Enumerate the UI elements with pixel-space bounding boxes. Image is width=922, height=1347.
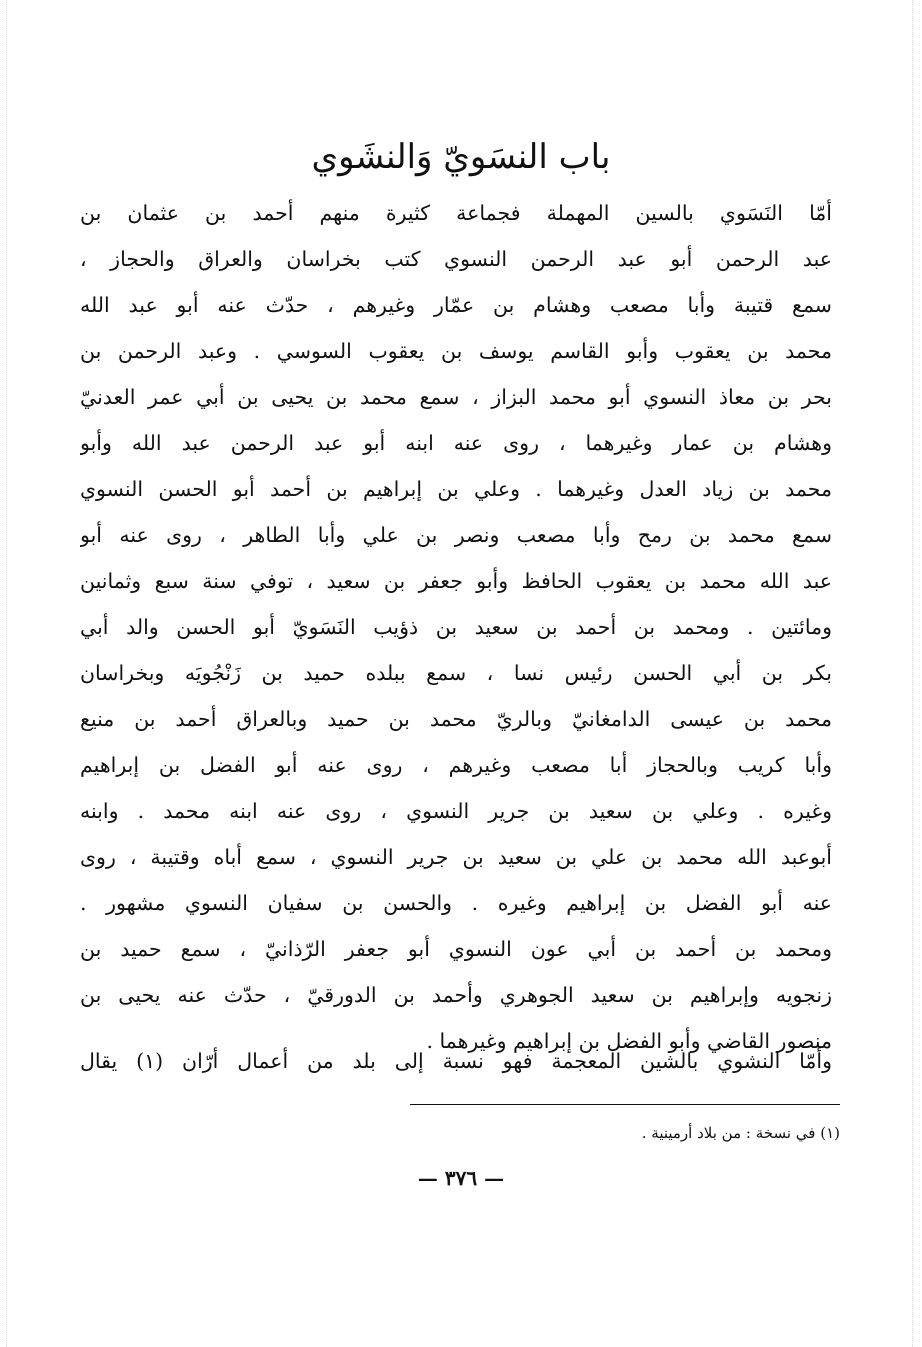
paragraph-2 — [80, 1038, 832, 1084]
chapter-title: باب النسَويّ وَالنشَوي — [311, 137, 611, 177]
text-line: محمد بن عيسى الدامغانيّ وبالريّ محمد بن حميد وبالعراق أحمد بن منيع — [80, 707, 832, 731]
text-line: محمد بن زياد العدل وغيرهما . وعلي بن إبراهيم بن أحمد أبو الحسن النسوي — [80, 477, 832, 501]
text-line: أمّا النَسَوي بالسين المهملة فجماعة كثيرة منهم أحمد بن عثمان بن — [80, 201, 832, 225]
footnote-divider — [410, 1104, 840, 1105]
text-line: ومائتين . ومحمد بن أحمد بن سعيد بن ذؤيب النَسَويّ أبو الحسن والد أبي — [80, 615, 832, 639]
text-line: عبد الرحمن أبو عبد الرحمن النسوي كتب بخراسان والعراق والحجاز ، — [80, 247, 832, 271]
text-line: بكر بن أبي الحسن رئيس نسا ، سمع ببلده حميد بن زَنْجُويَه وبخراسان — [80, 661, 832, 685]
scan-artifact-line — [912, 0, 913, 1347]
page-number: — ٣٧٦ — — [417, 1166, 505, 1190]
paragraph-1 — [80, 190, 832, 1064]
text-line: أبوعبد الله محمد بن علي بن سعيد بن جرير النسوي ، سمع أباه وقتيبة ، روى — [80, 845, 832, 869]
text-line: عبد الله محمد بن يعقوب الحافظ وأبو جعفر بن سعيد ، توفي سنة سبع وثمانين — [80, 569, 832, 593]
scan-artifact-line — [6, 0, 7, 1347]
text-line: منصور القاضي وأبو الفضل بن إبراهيم وغيرهما . — [426, 1029, 832, 1053]
text-line: وغيره . وعلي بن سعيد بن جرير النسوي ، روى عنه ابنه محمد . وابنه — [80, 799, 832, 823]
text-line: محمد بن يعقوب وأبو القاسم يوسف بن يعقوب السوسي . وعبد الرحمن بن — [80, 339, 832, 363]
text-line: زنجويه وإبراهيم بن سعيد الجوهري وأحمد بن الدورقيّ ، حدّث عنه يحيى بن — [80, 983, 832, 1007]
text-line: وأبا كريب وبالحجاز أبا مصعب وغيرهم ، روى عنه أبو الفضل بن إبراهيم — [80, 753, 832, 777]
text-line: وهشام بن عمار وغيرهما ، روى عنه ابنه أبو عبد الرحمن عبد الله وأبو — [80, 431, 832, 455]
text-line: عنه أبو الفضل بن إبراهيم وغيره . والحسن بن سفيان النسوي مشهور . — [80, 891, 832, 915]
text-line: سمع قتيبة وأبا مصعب وهشام بن عمّار وغيرهم ، حدّث عنه أبو عبد الله — [80, 293, 832, 317]
text-line: سمع محمد بن رمح وأبا مصعب ونصر بن علي وأبا الطاهر ، روى عنه أبو — [80, 523, 832, 547]
text-line: ومحمد بن أحمد بن أبي عون النسوي أبو جعفر الرّذانيّ ، سمع حميد بن — [80, 937, 832, 961]
text-line: بحر بن معاذ النسوي أبو محمد البزاز ، سمع محمد بن يحيى بن أبي عمر العدنيّ — [80, 385, 832, 409]
footnote: (١) في نسخة : من بلاد أرمينية . — [641, 1124, 840, 1142]
text-line: وأمّا النشوي بالشين المعجمة فهو نسبة إلى بلد من أعمال أرّان (١) يقال — [80, 1049, 832, 1073]
